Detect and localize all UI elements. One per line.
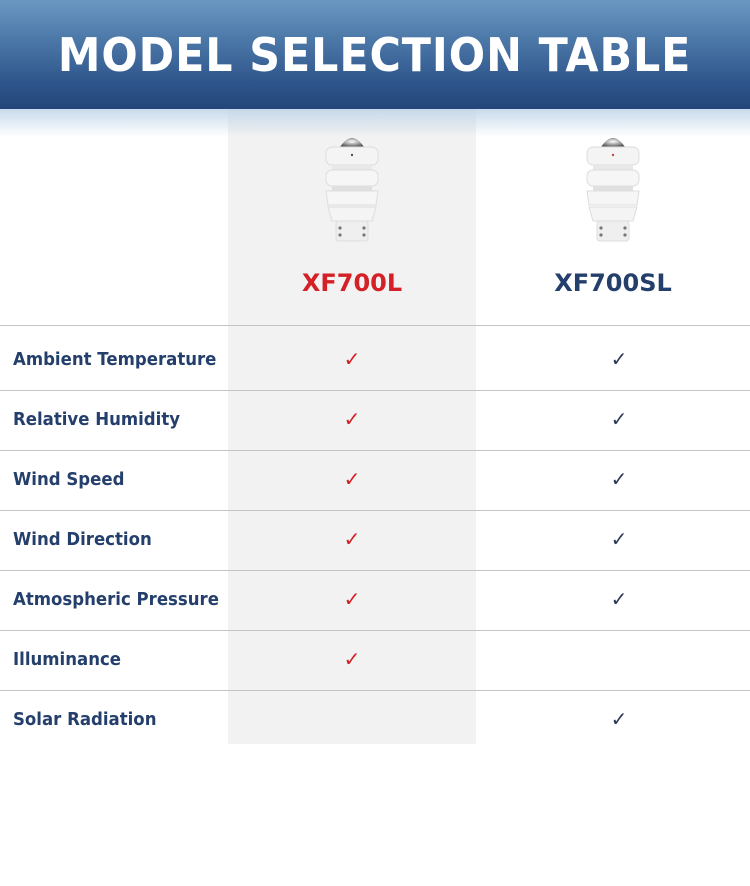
check-icon: ✓: [610, 409, 628, 431]
weather-sensor-icon: [583, 129, 643, 249]
feature-label: Wind Direction: [13, 529, 152, 550]
product-xf700l: [228, 109, 476, 325]
feature-label: Relative Humidity: [13, 409, 181, 430]
feature-label: Wind Speed: [13, 469, 125, 490]
check-icon: ✓: [610, 529, 628, 551]
divider: [0, 325, 750, 326]
table-row: [0, 570, 750, 630]
check-icon: ✓: [610, 589, 628, 611]
page-title: MODEL SELECTION TABLE: [58, 27, 692, 82]
check-icon: [228, 690, 476, 750]
title-banner: [0, 0, 750, 109]
table-row: [0, 450, 750, 510]
check-icon: [494, 630, 744, 690]
weather-sensor-icon: [322, 129, 382, 249]
check-icon: ✓: [343, 409, 361, 431]
feature-label: Solar Radiation: [13, 709, 157, 730]
check-icon: ✓: [610, 349, 628, 371]
table-row: [0, 690, 750, 750]
check-icon: ✓: [343, 649, 361, 671]
banner-shadow: [0, 109, 750, 137]
check-icon: ✓: [610, 469, 628, 491]
model-name: XF700L: [301, 269, 403, 297]
table-row: [0, 510, 750, 570]
feature-label: Illuminance: [13, 649, 122, 670]
check-icon: ✓: [343, 469, 361, 491]
table-row: [0, 330, 750, 390]
table-row: [0, 630, 750, 690]
check-icon: ✓: [610, 709, 628, 731]
check-icon: ✓: [343, 349, 361, 371]
feature-label: Ambient Temperature: [13, 349, 217, 370]
product-xf700sl: [476, 109, 750, 325]
check-icon: ✓: [343, 529, 361, 551]
check-icon: ✓: [343, 589, 361, 611]
model-name: XF700SL: [554, 269, 672, 297]
feature-label: Atmospheric Pressure: [13, 589, 219, 610]
table-row: [0, 390, 750, 450]
